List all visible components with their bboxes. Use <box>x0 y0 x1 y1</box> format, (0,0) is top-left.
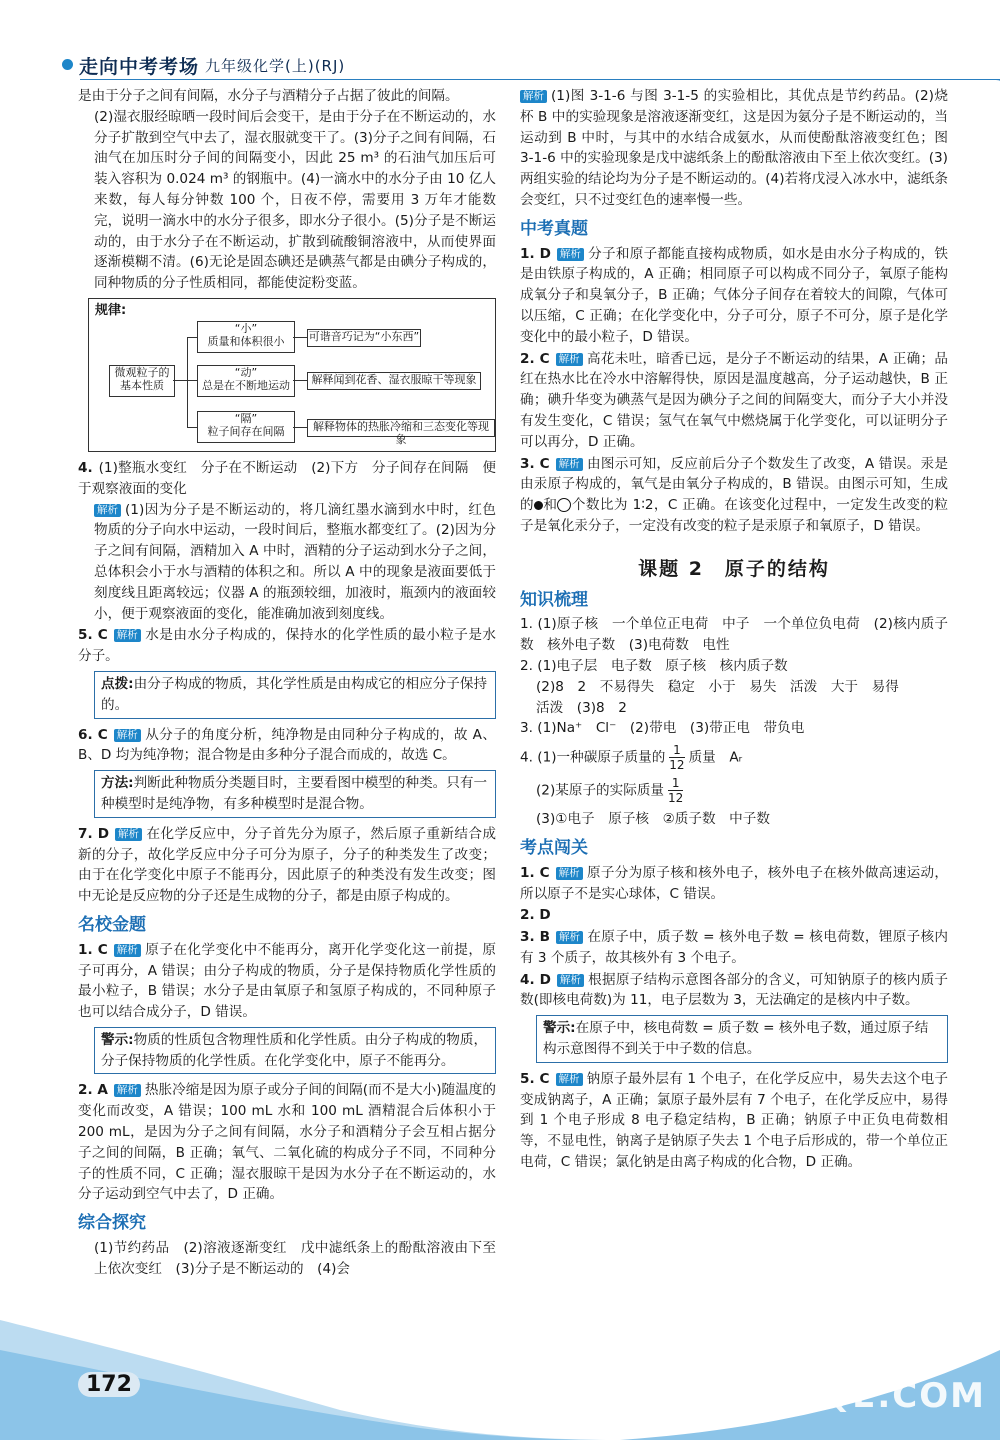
analysis-tag: 解析 <box>114 1084 141 1097</box>
analysis-tag: 解析 <box>94 504 121 517</box>
answer-item <box>78 725 496 767</box>
connector <box>187 427 197 428</box>
answer-item <box>520 1069 948 1173</box>
oxygen-atom-icon <box>557 498 571 512</box>
summary-text: 4. (1)一种碳原子质量的 <box>520 749 666 766</box>
header-dot-icon <box>62 59 73 70</box>
analysis-tag: 解析 <box>556 1073 583 1086</box>
question-number: 2. C <box>520 350 550 367</box>
header-rule-curve <box>995 79 1000 120</box>
fraction-numerator: 1 <box>669 743 684 758</box>
explanation-text: 在原子中，质子数 = 核外电子数 = 核电荷数，锂原子核内有 3 个质子，故其核外有 3 个电子。 <box>520 929 948 966</box>
answer-text: (1)节约药品 (2)溶液逐渐变红 戊中滤纸条上的酚酞溶液由下至上依次变红 (3)分子是不断运动的 (4)会 <box>94 1240 496 1277</box>
question-number: 5. C <box>520 1070 550 1087</box>
left-column <box>78 86 496 1280</box>
section-heading: 中考真题 <box>520 218 588 239</box>
explanation-text: (1)因为分子是不断运动的，将几滴红墨水滴到水中时，红色物质的分子向水中运动，一段时间后，整瓶水都变红了。(2)因为分子之间有间隔，酒精加入 A 中时，酒精的分子运动到水分子之间，总体积会小于水与酒精的体积之和。所以 A 中的现象是液面要低于刻度线且距离较远；仪器 A 的瓶颈较细，加液时，瓶颈内的液面较小，便于观察液面的变化，能准确加液到刻度线。 <box>94 501 496 622</box>
rule-node-label: “动” <box>234 365 258 379</box>
footer-wave <box>0 1310 1000 1440</box>
explanation-text: 分子和原子都能直接构成物质，如水是由水分子构成的，铁是由铁原子构成的，A 正确；相同原子可以构成不同分子，氧原子能构成氧分子和臭氧分子，B 正确；气体分子间存在着较大的间隙，气体可以压缩，C 正确；在化学变化中，分子可分，原子不可分，原子是化学变化中的最小粒子，D 错误。 <box>520 245 949 345</box>
page-header <box>55 50 955 80</box>
summary-item: 1. (1)原子核 一个单位正电荷 中子 一个单位负电荷 (2)核内质子数 核外电子数 (3)电荷数 电性 <box>520 616 948 654</box>
rule-node-label: “小” <box>234 321 258 335</box>
rule-result: 可谐音巧记为“小东西” <box>307 329 421 347</box>
explanation-text: 原子分为原子核和核外电子，核外电子在核外做高速运动，所以原子不是实心球体，C 错误。 <box>520 864 948 902</box>
analysis-tag: 解析 <box>557 248 584 261</box>
rule-node-label: “隔” <box>234 411 258 425</box>
watermark: MXQE.COM <box>757 1376 986 1416</box>
explanation-text: 从分子的角度分析，纯净物是由同种分子构成的，故 A、B、D 均为纯净物；混合物是由多种分子混合而成的，故选 C。 <box>78 726 496 764</box>
question-number: 4. <box>78 459 93 476</box>
rule-node-gap <box>197 411 295 443</box>
tip-text: 由分子构成的物质，其化学性质是由构成它的相应分子保持的。 <box>101 675 488 713</box>
analysis-tag: 解析 <box>556 458 583 471</box>
rule-node-desc: 总是在不断地运动 <box>202 378 290 392</box>
explanation-text: (1)图 3-1-6 与图 3-1-5 的实验相比，其优点是节约药品。(2)烧杯 B 中的实验现象是溶液逐渐变红，这是因为氨分子是不断运动的，当运动到 B 中时，与其中的水结合成氨水，从而使酚酞溶液变红色；图 3-1-6 中的实验现象是戊中滤纸条上的酚酞溶液由下至上依次变红。(3)两组实验的结论均为分子是不断运动的。(4)若将戊浸入冰水中，滤纸条会变红，只不过变红色的速率慢一些。 <box>520 88 948 208</box>
answer-item <box>520 863 948 905</box>
analysis-tag: 解析 <box>556 931 583 944</box>
book-subtitle: 九年级化学(上)(RJ) <box>205 57 346 75</box>
explanation-text: 钠原子最外层有 1 个电子，在化学反应中，易失去这个电子变成钠离子，A 正确；氯原子最外层有 7 个电子，在化学反应中，易得到 1 个电子形成 8 电子稳定结构，B 正确；钠原子中正负电荷数相等，不显电性，钠离子是钠原子失去 1 个电子后形成的，带一个单位正电荷，C 错误；氯化钠是由离子构成的化合物，D 正确。 <box>520 1070 948 1171</box>
right-column <box>520 86 948 1173</box>
rule-node-desc: 粒子间存在间隔 <box>207 424 285 438</box>
connector <box>187 380 197 381</box>
answer-item <box>78 824 496 907</box>
answer-item <box>520 454 948 537</box>
question-number: 1. C <box>520 864 550 881</box>
section-heading: 考点闯关 <box>520 837 588 858</box>
summary-text: 质量 Aᵣ <box>688 749 743 766</box>
connector <box>293 337 307 338</box>
connector <box>293 380 307 381</box>
analysis-tag: 解析 <box>114 944 141 957</box>
summary-item: 3. (1)Na⁺ Cl⁻ (2)带电 (3)带正电 带负电 <box>520 720 805 737</box>
section-heading: 名校金题 <box>78 914 146 935</box>
question-number: 1. C <box>78 941 108 958</box>
analysis-tag: 解析 <box>520 90 547 103</box>
explanation-text: 原子在化学变化中不能再分，离开化学变化这一前提，原子可再分，A 错误；由分子构成的物质，分子是保持物质化学性质的最小粒子，B 错误；水分子是由氧原子和氢原子构成的，不同种原子也可以结合成分子，D 错误。 <box>78 941 496 1021</box>
rule-result: 解释闻到花香、湿衣服晾干等现象 <box>307 372 481 390</box>
explanation <box>520 86 948 211</box>
summary-item <box>520 743 948 772</box>
analysis-tag: 解析 <box>556 867 583 880</box>
question-number: 1. D <box>520 245 551 262</box>
explanation-text: 热胀冷缩是因为原子或分子间的间隔(而不是大小)随温度的变化而改变，A 错误；100 mL 水和 100 mL 酒精混合后体积小于 200 mL，是因为分子之间有间隔，水分子和酒精分子会互相占据分子之间的间隔，B 正确；氧气、二氧化硫的构成分子不同，不同种分子的性质不同，C 正确；湿衣服晾干是因为水分子在不断运动的，水分子运动到空气中去了，D 正确。 <box>78 1082 496 1203</box>
fraction <box>668 776 683 805</box>
rule-title: 规律: <box>95 302 127 318</box>
analysis-tag: 解析 <box>114 729 141 742</box>
explanation <box>78 500 496 625</box>
answer-item <box>520 244 948 348</box>
method-label: 方法: <box>101 775 134 792</box>
question-number: 2. D <box>520 907 551 924</box>
summary-item <box>520 776 948 805</box>
answer-item <box>520 927 948 969</box>
rule-root: 微观粒子的基本性质 <box>109 365 175 397</box>
rule-node-move <box>197 365 295 397</box>
connector-text: 和 <box>543 497 558 514</box>
paragraph: (2)湿衣服经晾晒一段时间后会变干，是由于分子在不断运动的，水分子扩散到空气中去了，湿衣服就变干了。(3)分子之间有间隔，石油气在加压时分子间的间隔变小，因此 25 m³ 的石油气加压后可装入容积为 0.024 m³ 的钢瓶中。(4)一滴水中的水分子由 10 亿人来数，每人每分钟数 100 个，日夜不停，需要用 3 万年才能数完，说明一滴水中的水分子很多，即水分子很小。(5)分子是不断运动的，由于水分子在不断运动，扩散到硫酸铜溶液中，从而使界面逐渐模糊不清。(6)无论是固态碘还是碘蒸气都是由碘分子构成的，同种物质的分子性质相同，都能使淀粉变蓝。 <box>94 108 496 292</box>
warning-label: 警示: <box>543 1020 576 1037</box>
question-number: 5. C <box>78 627 108 644</box>
topic-title: 课题 2 原子的结构 <box>638 557 830 580</box>
book-title: 走向中考考场 <box>79 56 200 78</box>
summary-item: 2. (1)电子层 电子数 原子核 核内质子数 <box>520 657 788 674</box>
answer-item <box>78 1080 496 1205</box>
explanation-text: 在化学反应中，分子首先分为原子，然后原子重新结合成新的分子，故化学反应中分子可分为原子，分子的种类发生了改变；由于在化学变化中原子不能再分，因此原子的种类没有发生改变；图中无论是反应物的分子还是生成物的分子，都是由原子构成的。 <box>78 825 496 905</box>
explanation-text: 个数比为 1∶2，C 正确。在该变化过程中，一定发生改变的粒子是氧化汞分子，一定没有改变的粒子是汞原子和氧原子，D 错误。 <box>520 497 949 534</box>
answer-item <box>78 625 496 667</box>
method-text: 判断此种物质分类题目时，主要看图中模型的种类。只有一种模型时是纯净物，有多种模型时是混合物。 <box>101 775 488 812</box>
mercury-atom-icon <box>534 501 543 510</box>
explanation-text: 水是由水分子构成的，保持水的化学性质的最小粒子是水分子。 <box>78 627 496 665</box>
fraction-denominator: 12 <box>669 758 685 773</box>
rule-node-desc: 质量和体积很小 <box>207 334 285 348</box>
section-heading: 综合探究 <box>78 1213 146 1234</box>
analysis-tag: 解析 <box>557 974 584 987</box>
answer-item <box>520 970 948 1012</box>
explanation-text: 根据原子结构示意图各部分的含义，可知钠原子的核内质子数(即核电荷数)为 11，电子层数为 3，无法确定的是核内中子数。 <box>520 971 949 1009</box>
warning-label: 警示: <box>101 1031 134 1048</box>
fraction <box>669 743 684 772</box>
tip-label: 点拨: <box>101 675 134 692</box>
connector <box>187 337 197 338</box>
explanation-text: 由图示可知，反应前后分子个数发生了改变，A 错误。汞是由汞原子构成的，氧气是由氧分子构成的，B 错误。由图示可知，生成的 <box>520 455 948 514</box>
question-number: 3. B <box>520 929 551 946</box>
analysis-tag: 解析 <box>115 828 142 841</box>
warning-text: 物质的性质包含物理性质和化学性质。由分子构成的物质，分子保持物质的化学性质。在化学变化中，原子不能再分。 <box>101 1031 488 1069</box>
analysis-tag: 解析 <box>556 353 583 366</box>
warning-box <box>536 1015 948 1063</box>
rule-result: 解释物体的热胀冷缩和三态变化等现象 <box>307 419 495 437</box>
question-number: 7. D <box>78 825 110 842</box>
paragraph: 是由于分子之间有间隔，水分子与酒精分子占据了彼此的间隔。 <box>78 88 459 104</box>
answer-item <box>78 940 496 1023</box>
connector <box>187 337 188 427</box>
answer-item <box>520 905 948 926</box>
warning-text: 在原子中，核电荷数 = 质子数 = 核外电子数，通过原子结构示意图得不到关于中子数的信息。 <box>543 1020 929 1058</box>
analysis-tag: 解析 <box>114 629 141 642</box>
header-rule <box>80 79 1000 80</box>
warning-box <box>94 1027 496 1075</box>
question-number: 2. A <box>78 1082 108 1099</box>
question-number: 3. C <box>520 455 550 472</box>
fraction-denominator: 12 <box>668 791 684 806</box>
summary-item: (2)8 2 不易得失 稳定 小于 易失 活泼 大于 易得 <box>536 678 899 695</box>
summary-text: (2)某原子的实际质量 <box>536 782 665 799</box>
tip-box <box>94 671 496 719</box>
rule-node-small <box>197 321 295 353</box>
summary-item: 活泼 (3)8 2 <box>536 699 627 716</box>
question-number: 4. D <box>520 971 551 988</box>
section-heading: 知识梳理 <box>520 589 588 610</box>
connector <box>293 427 307 428</box>
answer-item <box>520 349 948 453</box>
connector <box>173 380 187 381</box>
method-box <box>94 770 496 818</box>
answer-item <box>78 458 496 500</box>
explanation-text: 高花未吐，暗香已远，是分子不断运动的结果，A 正确；品红在热水比在冷水中溶解得快，原因是温度越高，分子运动越快，B 正确；碘升华变为碘蒸气是因为碘分子之间的间隔变大，而分子大小并没有发生变化，C 错误；氢气在氧气中燃烧属于化学变化，可以证明分子可以再分，D 正确。 <box>520 350 948 450</box>
fraction-numerator: 1 <box>668 776 683 791</box>
summary-item: (3)①电子 原子核 ②质子数 中子数 <box>536 811 770 828</box>
rule-diagram <box>88 298 496 452</box>
question-number: 6. C <box>78 726 108 743</box>
answer-text: (1)整瓶水变红 分子在不断运动 (2)下方 分子间存在间隔 便于观察液面的变化 <box>78 459 496 497</box>
page-number: 172 <box>78 1372 140 1397</box>
